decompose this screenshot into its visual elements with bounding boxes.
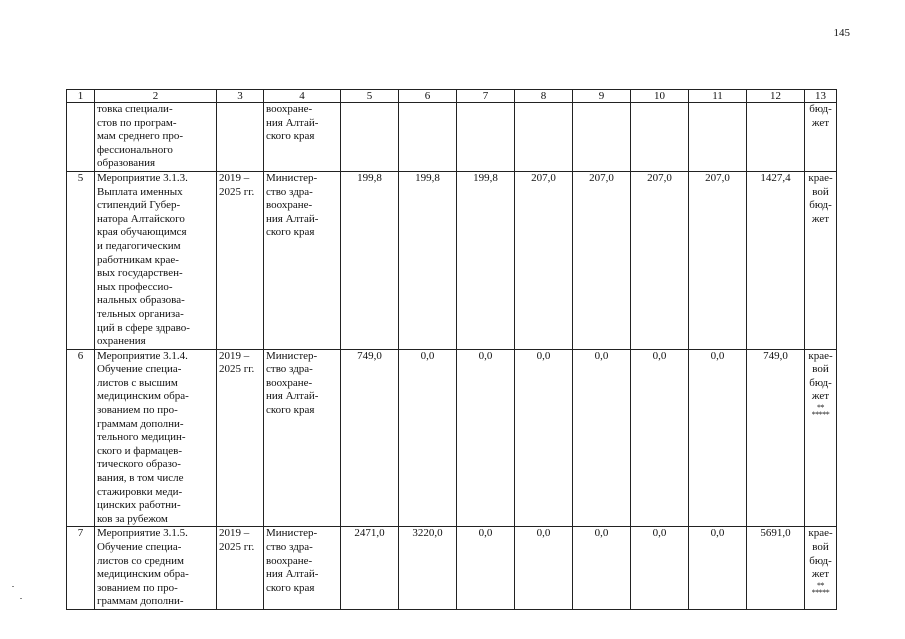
value-cell (573, 103, 631, 172)
value-cell: 207,0 (631, 171, 689, 349)
executor: Министер- ство здра- воохране- ния Алтай- ского края (264, 349, 341, 527)
value-cell (747, 103, 805, 172)
funding-source (805, 527, 837, 610)
column-header-10: 10 (631, 90, 689, 103)
table-row (67, 349, 837, 527)
footnote-marker: ** ***** (811, 403, 830, 420)
table-header-row (67, 90, 837, 103)
value-cell (341, 103, 399, 172)
value-cell (399, 103, 457, 172)
row-number: 7 (67, 527, 95, 610)
row-number (67, 103, 95, 172)
period: 2019 – 2025 гг. (217, 171, 264, 349)
value-cell: 0,0 (689, 527, 747, 610)
column-header-8: 8 (515, 90, 573, 103)
period: 2019 – 2025 гг. (217, 349, 264, 527)
funding-source-text: крае- вой бюд- жет (808, 527, 833, 581)
column-header-3: 3 (217, 90, 264, 103)
value-cell: 1427,4 (747, 171, 805, 349)
column-header-1: 1 (67, 90, 95, 103)
value-cell (515, 103, 573, 172)
scan-speck (12, 586, 14, 587)
column-header-9: 9 (573, 90, 631, 103)
funding-source-text: крае- вой бюд- жет (808, 349, 833, 403)
column-header-2: 2 (95, 90, 217, 103)
table-row (67, 103, 837, 172)
value-cell: 0,0 (515, 349, 573, 527)
value-cell: 0,0 (689, 349, 747, 527)
budget-table (66, 89, 837, 610)
funding-source (805, 103, 837, 172)
column-header-7: 7 (457, 90, 515, 103)
column-header-5: 5 (341, 90, 399, 103)
funding-source (805, 171, 837, 349)
funding-source-text: бюд- жет (809, 103, 832, 129)
value-cell: 0,0 (457, 527, 515, 610)
value-cell (631, 103, 689, 172)
executor: воохране- ния Алтай- ского края (264, 103, 341, 172)
value-cell: 0,0 (573, 349, 631, 527)
measure-name: Мероприятие 3.1.3. Выплата именных стипендий Губер- натора Алтайского края обучающимся и педагогическим работникам крае- вых государствен- ных професcио- нальных образова- тельных организа- ций в сфере здраво- охранения (95, 171, 217, 349)
value-cell: 199,8 (341, 171, 399, 349)
value-cell: 207,0 (573, 171, 631, 349)
value-cell: 2471,0 (341, 527, 399, 610)
period: 2019 – 2025 гг. (217, 527, 264, 610)
column-header-11: 11 (689, 90, 747, 103)
value-cell: 199,8 (399, 171, 457, 349)
value-cell (689, 103, 747, 172)
executor: Министер- ство здра- воохране- ния Алтай- ского края (264, 171, 341, 349)
value-cell: 199,8 (457, 171, 515, 349)
value-cell: 749,0 (747, 349, 805, 527)
value-cell: 749,0 (341, 349, 399, 527)
measure-name: товка специали- стов по програм- мам среднего про- фессионального образования (95, 103, 217, 172)
executor: Министер- ство здра- воохране- ния Алтай- ского края (264, 527, 341, 610)
funding-source-text: крае- вой бюд- жет (808, 171, 833, 225)
table-body (67, 90, 837, 610)
scan-speck (20, 598, 22, 599)
column-header-4: 4 (264, 90, 341, 103)
value-cell: 0,0 (399, 349, 457, 527)
measure-name: Мероприятие 3.1.4. Обучение специа- листов с высшим медицинским обра- зованием по про- граммам дополни- тельного медицин- ского и фармацев- тического образо- вания, в том числе стажировки меди- цинских работни- ков за рубежом (95, 349, 217, 527)
page-number: 145 (833, 27, 850, 39)
value-cell: 0,0 (573, 527, 631, 610)
value-cell: 0,0 (515, 527, 573, 610)
row-number: 6 (67, 349, 95, 527)
value-cell: 0,0 (631, 527, 689, 610)
value-cell: 0,0 (631, 349, 689, 527)
column-header-12: 12 (747, 90, 805, 103)
value-cell: 207,0 (689, 171, 747, 349)
column-header-13: 13 (805, 90, 837, 103)
period (217, 103, 264, 172)
value-cell: 5691,0 (747, 527, 805, 610)
value-cell: 0,0 (457, 349, 515, 527)
table-row (67, 527, 837, 610)
funding-source (805, 349, 837, 527)
value-cell: 207,0 (515, 171, 573, 349)
footnote-marker: ** ***** (811, 580, 830, 597)
measure-name: Мероприятие 3.1.5. Обучение специа- листов со средним медицинским обра- зованием по про- граммам дополни- (95, 527, 217, 610)
value-cell: 3220,0 (399, 527, 457, 610)
column-header-6: 6 (399, 90, 457, 103)
table-row (67, 171, 837, 349)
row-number: 5 (67, 171, 95, 349)
value-cell (457, 103, 515, 172)
